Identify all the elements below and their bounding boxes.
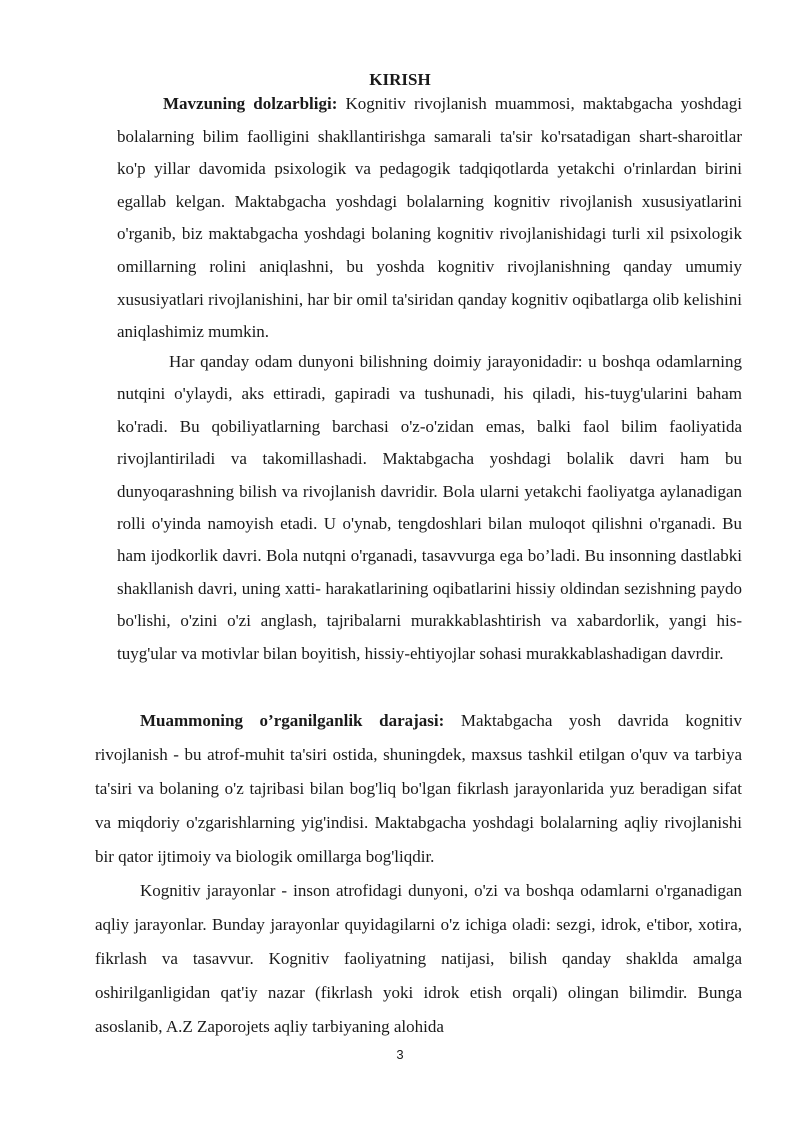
paragraph-text: Kognitiv jarayonlar - inson atrofidagi dunyoni, o'zi va boshqa odamlarni o'rganadigan aqliy jarayonlar. Bunday jarayonlar quyidagilarni o'z ichiga oladi: sezgi, idrok, e'tibor, xotira, fikrlash va tasavvur. Kognitiv faoliyatning natijasi, bilish qanday shaklda amalga oshirilganligidan qat'iy nazar (fikrlash yoki idrok etish orqali) olingan bilimdir. Bunga asoslanib, A.Z Zaporojets aqliy tarbiyaning alohida [95,881,742,1036]
paragraph-cognition [117,346,742,670]
paragraph-cognitive-processes [95,874,742,1044]
paragraph-study-level [95,704,742,874]
paragraph-lead-relevance: Mavzuning dolzarbligi: [163,94,338,113]
paragraph-text: Har qanday odam dunyoni bilishning doimiy jarayonidadir: u boshqa odamlarning nutqini o'ylaydi, aks ettiradi, gapiradi va tushunadi, his qiladi, his-tuyg'ularini baham ko'radi. Bu qobiliyatlarning barchasi o'z-o'zidan emas, balki faol bilim faoliyatida rivojlantiriladi va takomillashadi. Maktabgacha yoshdagi bolalik davri ham bu dunyoqarashning bilish va rivojlanish davridir. Bola ularni yetakchi faoliyatga aylanadigan rolli o'yinda namoyish etadi. U o'ynab, tengdoshlari bilan muloqot qilishni o'rganadi. Bu ham ijodkorlik davri. Bola nutqni o'rganadi, tasavvurga ega bo’ladi. Bu insonning dastlabki shakllanish davri, uning xatti- harakatlarining oqibatlarini hissiy oldindan sezishning paydo bo'lishi, o'zini o'zi anglash, tajribalarni murakkablashtirish va xabardorlik, yangi his-tuyg'ular va motivlar bilan boyitish, hissiy-ehtiyojlar sohasi murakkablashadigan davrdir. [117,352,742,663]
paragraph-relevance [117,88,742,349]
page-number: 3 [396,1047,404,1062]
paragraph-text: Kognitiv rivojlanish muammosi, maktabgacha yoshdagi bolalarning bilim faolligini shakllantirishga samarali ta'sir ko'rsatadigan shart-sharoitlar ko'p yillar davomida psixologik va pedagogik tadqiqotlarda yetakchi o'rinlardan birini egallab kelgan. Maktabgacha yoshdagi bolalarning kognitiv rivojlanish xususiyatlarini o'rganib, biz maktabgacha yoshdagi bolaning kognitiv rivojlanishidagi turli xil psixologik omillarning rolini aniqlashni, bu yoshda kognitiv rivojlanishning qanday umumiy xususiyatlari rivojlanishini, har bir omil ta'siridan qanday kognitiv oqibatlarga olib kelishini aniqlashimiz mumkin. [117,94,742,342]
paragraph-lead-study-level: Muammoning o’rganilganlik darajasi: [140,711,445,730]
paragraph-text: Maktabgacha yosh davrida kognitiv rivojlanish - bu atrof-muhit ta'siri ostida, shuningdek, maxsus tashkil etilgan o'quv va tarbiya ta'siri va bolaning o'z tajribasi bilan bog'liq bo'lgan fikrlash jarayonlarida yuz beradigan sifat va miqdoriy o'zgarishlarning yig'indisi. Maktabgacha yoshdagi bolalarning aqliy rivojlanishi bir qator ijtimoiy va biologik omillarga bog'liqdir. [95,711,742,866]
document-title: KIRISH [369,70,431,89]
